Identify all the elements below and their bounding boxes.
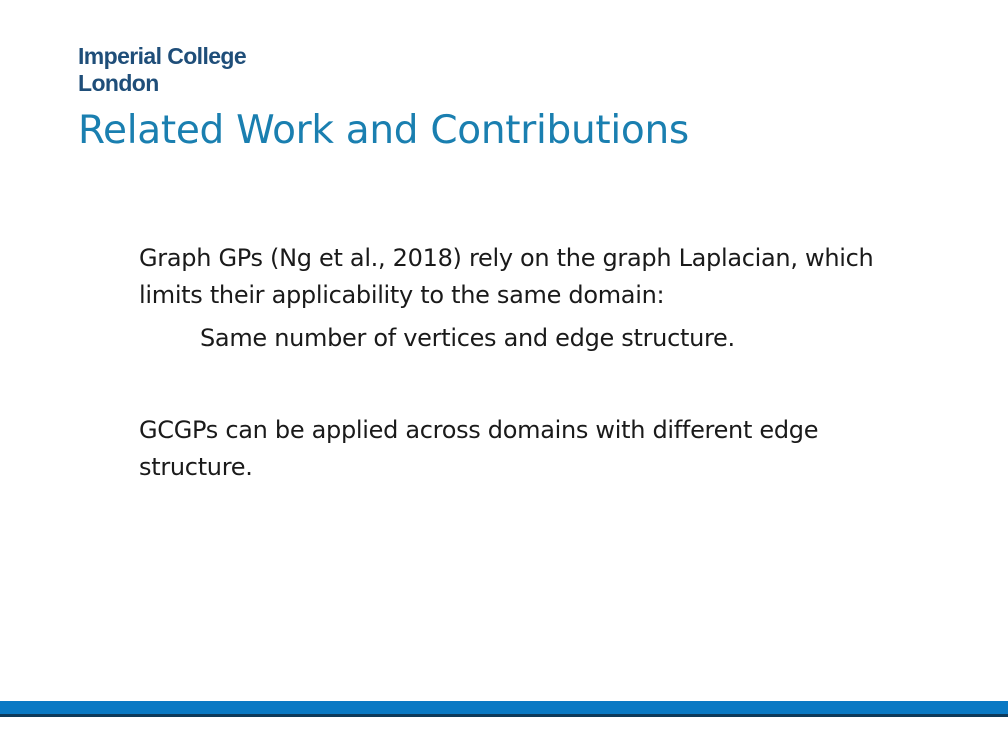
logo-line-1: Imperial College — [78, 43, 247, 69]
slide-title: Related Work and Contributions — [78, 108, 689, 153]
paragraph-gcgps: GCGPs can be applied across domains with different edge structure. — [139, 416, 819, 481]
paragraph-graph-gps: Graph GPs (Ng et al., 2018) rely on the graph Laplacian, which limits their applicability to the same domain: — [139, 244, 874, 309]
imperial-college-logo — [78, 43, 246, 97]
footer-bar — [0, 701, 1008, 714]
logo-line-2: London — [78, 70, 159, 96]
indented-note: Same number of vertices and edge structure. — [200, 324, 735, 352]
footer-line — [0, 714, 1008, 717]
